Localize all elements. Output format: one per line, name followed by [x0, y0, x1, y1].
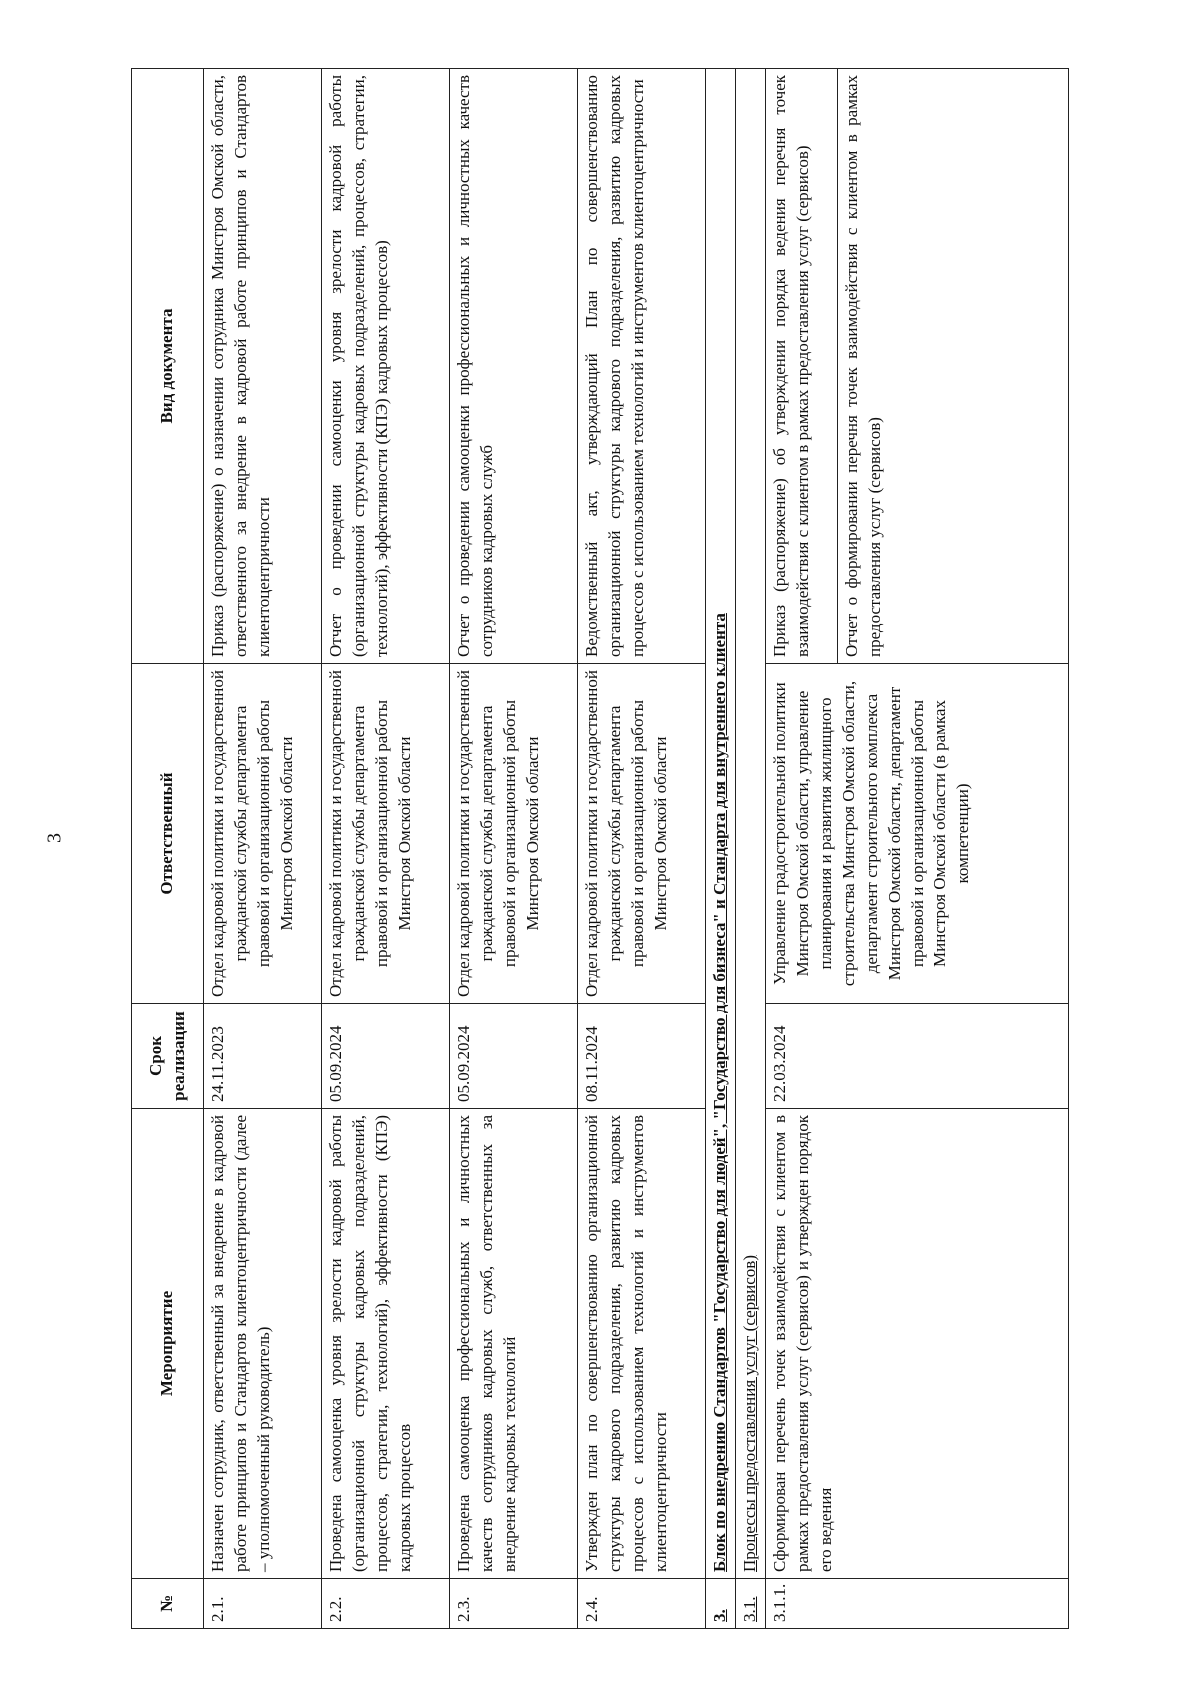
row-responsible: Управление градостроительной политики Минстроя Омской области, управление планирования и развития жилищного строительства Минстроя Омской области, департамент строительного комплекса Минстроя Омской области, департамент правовой и организационной работы Минстроя Омской области (в рамках компетенции): [765, 664, 1068, 1004]
row-doc-type: Отчет о проведении самооценки уровня зрелости кадровой работы (организационной структуры кадровых подразделений, процессов, стратегии, технологий), эффективности (КПЭ) кадровых процессов): [322, 69, 450, 664]
header-deadline: [132, 1004, 204, 1109]
table-row: [322, 69, 450, 1629]
doc-type-report: Отчет о формировании перечня точек взаимодействия с клиентом в рамках предоставления услуг (сервисов): [841, 75, 884, 657]
table-row: [204, 69, 322, 1629]
section-title: Блок по внедрению Стандартов "Государство для людей", "Государство для бизнеса" и Стандарта для внутреннего клиента: [706, 69, 736, 1579]
row-responsible: Отдел кадровой политики и государственной гражданской службы департамента правовой и организационной работы Минстроя Омской области: [450, 664, 578, 1004]
row-doc-type: Ведомственный акт, утверждающий План по совершенствованию организационной структуры кадрового подразделения, развитию кадровых процессов с использованием технологий и инструментов клиентоцентричности: [578, 69, 706, 664]
row-responsible: Отдел кадровой политики и государственной гражданской службы департамента правовой и организационной работы Минстроя Омской области: [204, 664, 322, 1004]
subsection-num: 3.1.: [735, 1579, 765, 1629]
section-num: 3.: [706, 1579, 736, 1629]
table-row: [765, 69, 1068, 1629]
table-row: [450, 69, 578, 1629]
row-deadline: 08.11.2024: [578, 1004, 706, 1109]
row-deadline: 05.09.2024: [450, 1004, 578, 1109]
header-responsible: Ответственный: [132, 664, 204, 1004]
row-activity: Проведена самооценка профессиональных и личностных качеств сотрудников кадровых служб, ответственных за внедрение кадровых технологий: [450, 1109, 578, 1579]
row-num: 2.3.: [450, 1579, 578, 1629]
row-doc-type: [765, 69, 1068, 664]
row-activity: Сформирован перечень точек взаимодействия с клиентом в рамках предоставления услуг (сервисов) и утвержден порядок его ведения: [765, 1109, 1068, 1579]
section-row: [706, 69, 736, 1629]
row-responsible: Отдел кадровой политики и государственной гражданской службы департамента правовой и организационной работы Минстроя Омской области: [322, 664, 450, 1004]
row-num: 2.4.: [578, 1579, 706, 1629]
row-num: 2.2.: [322, 1579, 450, 1629]
row-responsible: Отдел кадровой политики и государственной гражданской службы департамента правовой и организационной работы Минстроя Омской области: [578, 664, 706, 1004]
row-doc-type: Приказ (распоряжение) о назначении сотрудника Минстроя Омской области, ответственного за внедрение в кадровой работе принципов и Стандартов клиентоцентричности: [204, 69, 322, 664]
row-deadline: 05.09.2024: [322, 1004, 450, 1109]
subsection-row: [735, 69, 765, 1629]
row-doc-type: Отчет о проведении самооценки профессиональных и личностных качеств сотрудников кадровых служб: [450, 69, 578, 664]
row-num: 3.1.1.: [765, 1579, 1068, 1629]
header-activity: Мероприятие: [132, 1109, 204, 1579]
activity-table: [131, 68, 1069, 1629]
page-number: 3: [43, 833, 66, 843]
header-deadline-line1: Срок: [145, 1035, 165, 1077]
table-header-row: [132, 69, 204, 1629]
row-num: 2.1.: [204, 1579, 322, 1629]
table-row: [578, 69, 706, 1629]
row-activity: Назначен сотрудник, ответственный за внедрение в кадровой работе принципов и Стандартов клиентоцентричности (далее – уполномоченный руководитель): [204, 1109, 322, 1579]
rotated-page-content: [131, 69, 1069, 1629]
header-deadline-line2: реализации: [168, 1011, 188, 1101]
header-doc-type: Вид документа: [132, 69, 204, 664]
subsection-title: Процессы предоставления услуг (сервисов): [735, 69, 765, 1579]
header-num: №: [132, 1579, 204, 1629]
doc-type-order: Приказ (распоряжение) об утверждении порядка ведения перечня точек взаимодействия с клиентом в рамках предоставления услуг (сервисов): [766, 69, 838, 663]
row-activity: Проведена самооценка уровня зрелости кадровой работы (организационной структуры кадровых подразделений, процессов, стратегии, технологий), эффективности (КПЭ) кадровых процессов: [322, 1109, 450, 1579]
row-deadline: 22.03.2024: [765, 1004, 1068, 1109]
row-deadline: 24.11.2023: [204, 1004, 322, 1109]
row-activity: Утвержден план по совершенствованию организационной структуры кадрового подразделения, развитию кадровых процессов с использованием технологий и инструментов клиентоцентричности: [578, 1109, 706, 1579]
